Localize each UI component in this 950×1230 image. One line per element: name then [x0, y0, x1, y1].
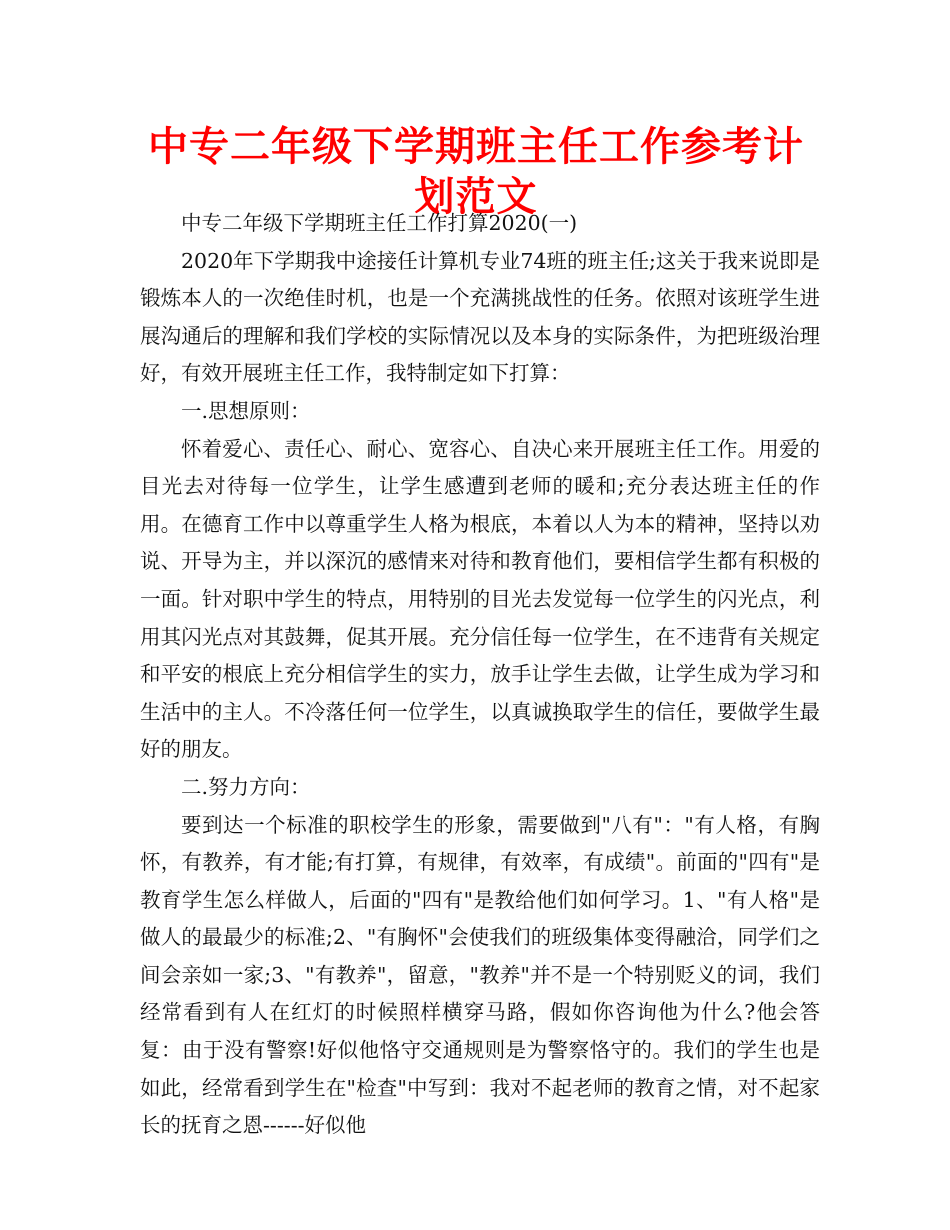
document-body — [140, 205, 820, 1145]
section-heading-direction: 二.努力方向： — [181, 774, 311, 799]
section-heading-principles: 一.思想原则： — [181, 398, 311, 423]
paragraph-direction: 要到达一个标准的职校学生的形象，需要做到"八有"："有人格，有胸怀，有教养，有才能;有打算，有规律，有效率，有成绩"。前面的"四有"是教育学生怎么样做人，后面的"四有"是教给他们如何学习。1、"有人格"是做人的最最少的标准;2、"有胸怀"会使我们的班级集体变得融洽，同学们之间会亲如一家;3、"有教养"，留意，"教养"并不是一个特别贬义的词，我们经常看到有人在红灯的时候照样横穿马路，假如你咨询他为什么?他会答复：由于没有警察!好似他恪守交通规则是为警察恪守的。我们的学生也是如此，经常看到学生在"检查"中写到：我对不起老师的教育之情，对不起家长的抚育之恩------好似他 — [140, 812, 820, 1138]
paragraph-intro: 2020年下学期我中途接任计算机专业74班的班主任;这关于我来说即是锻炼本人的一次绝佳时机，也是一个充满挑战性的任务。依照对该班学生进展沟通后的理解和我们学校的实际情况以及本身的实际条件，为把班级治理好，有效开展班主任工作，我特制定如下打算： — [140, 248, 820, 386]
paragraph-subtitle: 中专二年级下学期班主任工作打算2020(一) — [181, 211, 578, 235]
paragraph-principles: 怀着爱心、责任心、耐心、宽容心、自决心来开展班主任工作。用爱的目光去对待每一位学生，让学生感遭到老师的暖和;充分表达班主任的作用。在德育工作中以尊重学生人格为根底，本着以人为本的精神，坚持以劝说、开导为主，并以深沉的感情来对待和教育他们，要相信学生都有积极的一面。针对职中学生的特点，用特别的目光去发觉每一位学生的闪光点，利用其闪光点对其鼓舞，促其开展。充分信任每一位学生，在不违背有关规定和平安的根底上充分相信学生的实力，放手让学生去做，让学生成为学习和生活中的主人。不冷落任何一位学生，以真诚换取学生的信任，要做学生最好的朋友。 — [140, 436, 820, 762]
document-title: 中专二年级下学期班主任工作参考计划范文 — [148, 124, 804, 220]
